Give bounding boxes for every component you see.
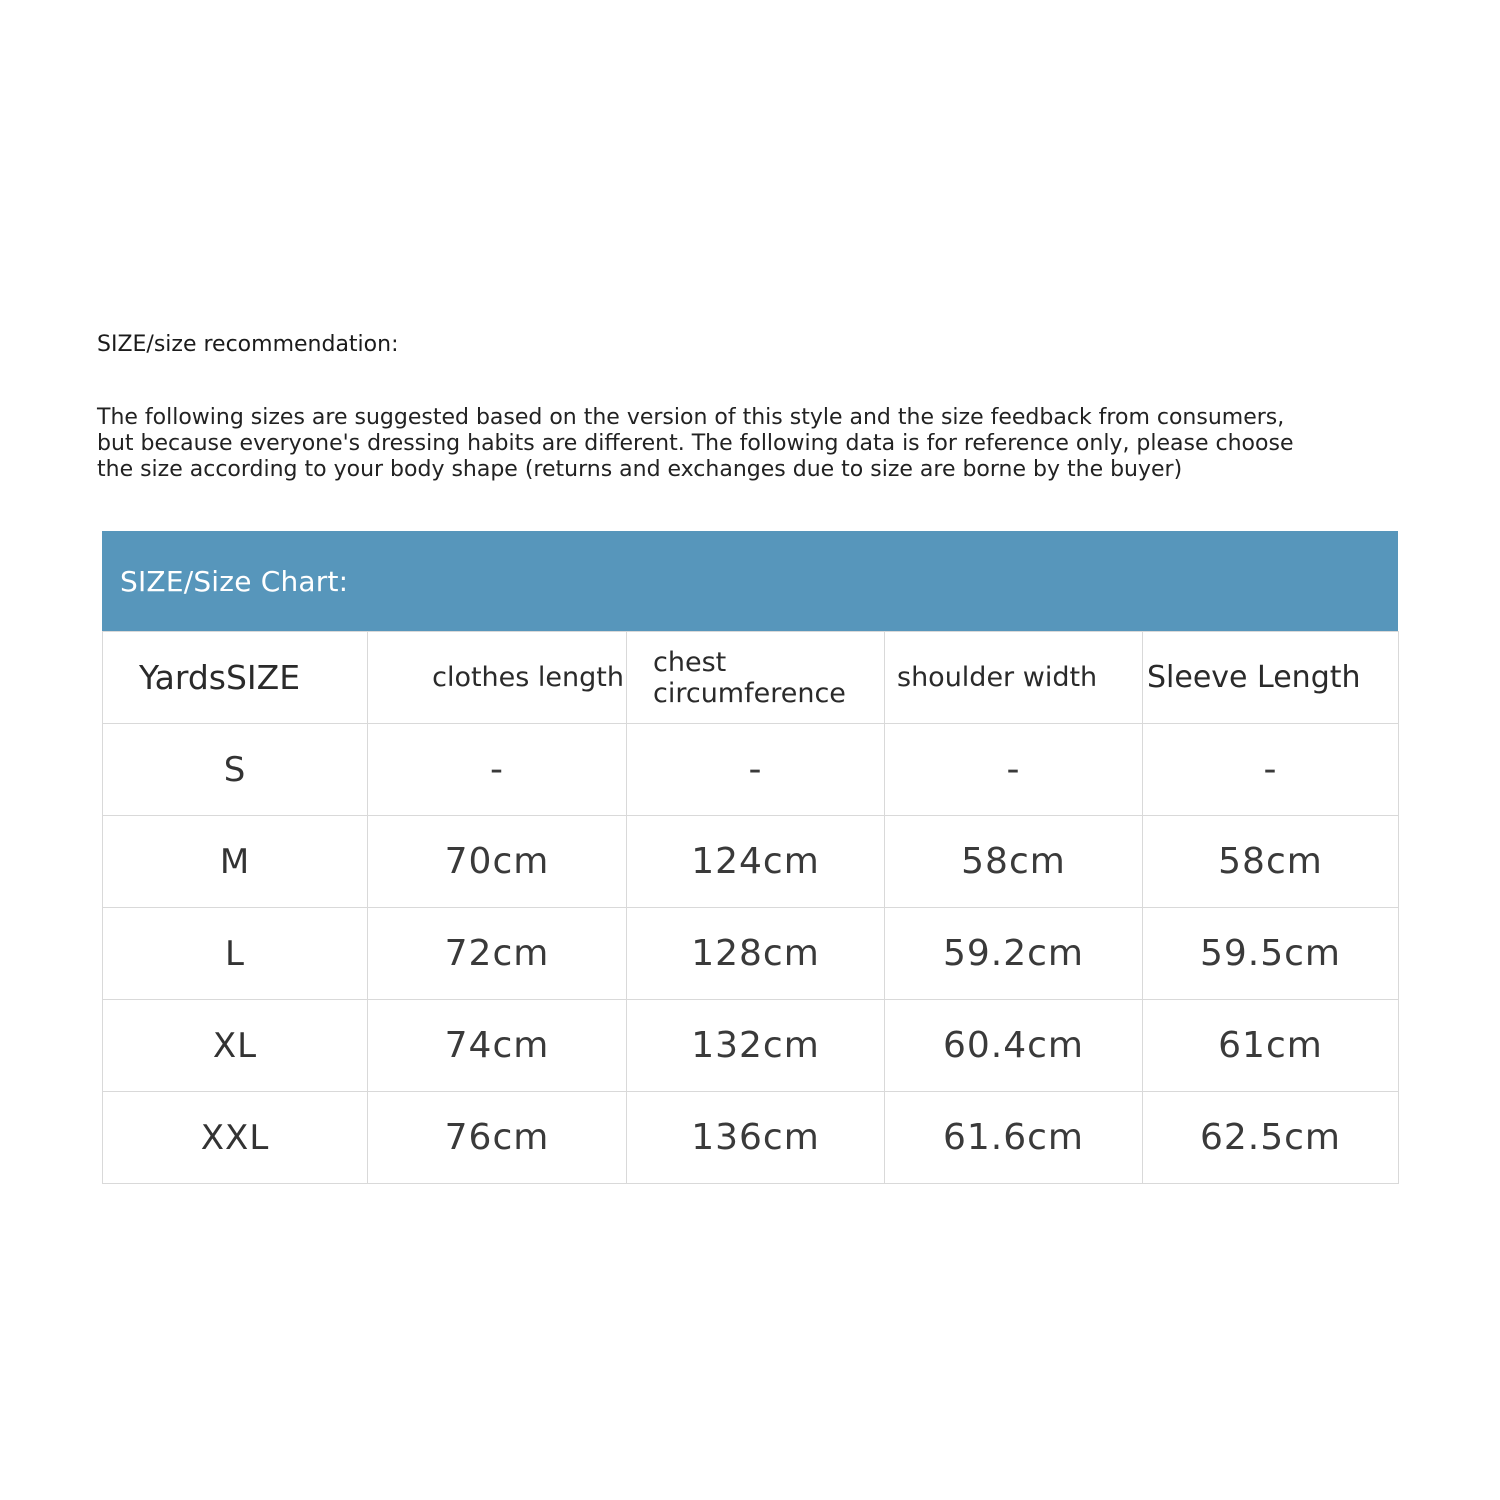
table-row xyxy=(103,1000,1399,1092)
chest-cell: 124cm xyxy=(627,816,885,908)
chest-cell: 136cm xyxy=(627,1092,885,1184)
clothes-length-cell: 70cm xyxy=(368,816,627,908)
sleeve-cell: 59.5cm xyxy=(1143,908,1399,1000)
size-cell: L xyxy=(103,908,368,1000)
sleeve-cell: 61cm xyxy=(1143,1000,1399,1092)
shoulder-cell: - xyxy=(885,724,1143,816)
shoulder-cell: 61.6cm xyxy=(885,1092,1143,1184)
shoulder-cell: 58cm xyxy=(885,816,1143,908)
table-row xyxy=(103,908,1399,1000)
chest-cell: 128cm xyxy=(627,908,885,1000)
chest-cell: 132cm xyxy=(627,1000,885,1092)
size-cell: XL xyxy=(103,1000,368,1092)
size-cell: S xyxy=(103,724,368,816)
recommendation-line: but because everyone's dressing habits are different. The following data is for reference only, please choose xyxy=(97,431,1294,456)
sleeve-cell: - xyxy=(1143,724,1399,816)
column-header-shoulder-width: shoulder width xyxy=(885,632,1143,724)
column-header-clothes-length: clothes length xyxy=(368,632,627,724)
recommendation-text xyxy=(97,405,1407,483)
size-cell: XXL xyxy=(103,1092,368,1184)
column-header-sleeve-length: Sleeve Length xyxy=(1143,632,1399,724)
chest-header-line: chest xyxy=(653,646,727,678)
table-row xyxy=(103,1092,1399,1184)
size-chart-banner xyxy=(102,531,1398,631)
chest-header-line: circumference xyxy=(653,677,846,709)
column-header-chest-circumference xyxy=(627,632,885,724)
shoulder-cell: 60.4cm xyxy=(885,1000,1143,1092)
sleeve-cell: 58cm xyxy=(1143,816,1399,908)
size-table xyxy=(102,631,1399,1184)
clothes-length-cell: - xyxy=(368,724,627,816)
recommendation-line: The following sizes are suggested based on the version of this style and the size feedback from consumers, xyxy=(97,405,1285,430)
recommendation-line: the size according to your body shape (returns and exchanges due to size are borne by the buyer) xyxy=(97,457,1183,482)
recommendation-heading: SIZE/size recommendation: xyxy=(97,332,399,357)
column-header-size: YardsSIZE xyxy=(103,632,368,724)
clothes-length-cell: 76cm xyxy=(368,1092,627,1184)
clothes-length-cell: 72cm xyxy=(368,908,627,1000)
sleeve-cell: 62.5cm xyxy=(1143,1092,1399,1184)
size-chart-title: SIZE/Size Chart: xyxy=(120,564,349,598)
table-row xyxy=(103,816,1399,908)
shoulder-cell: 59.2cm xyxy=(885,908,1143,1000)
size-chart xyxy=(102,531,1398,1184)
table-header-row xyxy=(103,632,1399,724)
chest-cell: - xyxy=(627,724,885,816)
size-cell: M xyxy=(103,816,368,908)
clothes-length-cell: 74cm xyxy=(368,1000,627,1092)
table-row xyxy=(103,724,1399,816)
